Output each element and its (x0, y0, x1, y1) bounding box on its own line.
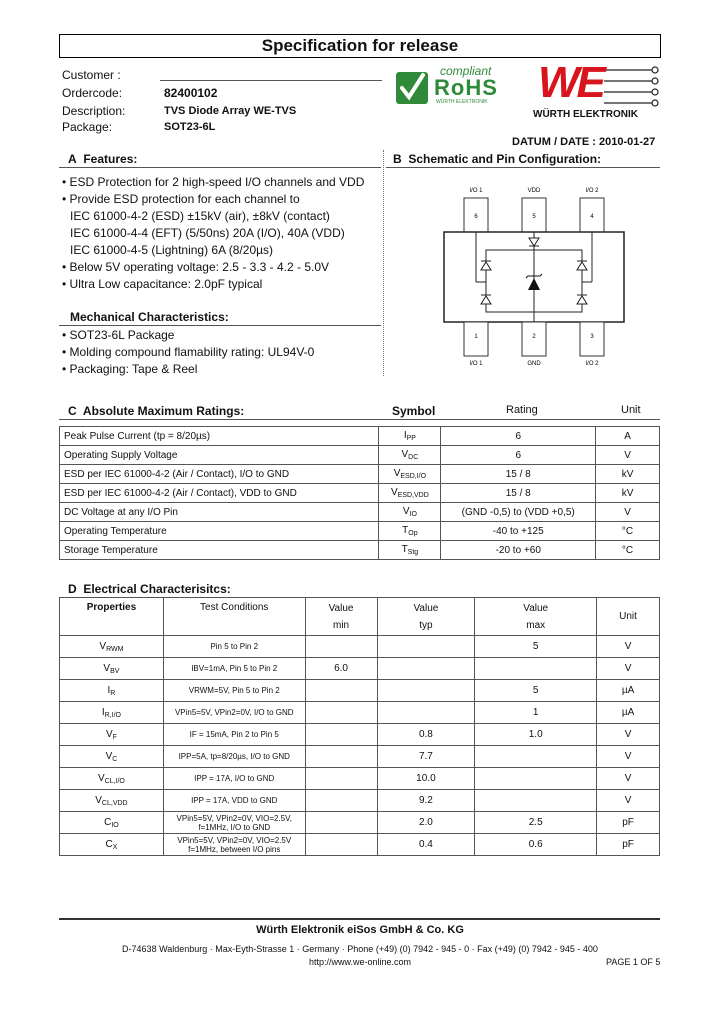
unit-cell: kV (596, 465, 660, 484)
condition-cell: Pin 5 to Pin 2 (163, 636, 305, 658)
mechanical-item: • Molding compound flamability rating: UL94V-0 (62, 345, 315, 359)
symbol-cell (379, 427, 441, 446)
col-max-label: max (526, 619, 546, 631)
symbol-cell (60, 790, 164, 812)
symbol-main: V (402, 506, 410, 517)
electrical-table (59, 597, 660, 856)
col-min-label: min (332, 619, 350, 631)
features-letter: A (68, 152, 77, 166)
min-cell: 6.0 (305, 658, 377, 680)
max-cell: 0.6 (475, 834, 597, 856)
symbol-main: V (393, 468, 401, 479)
symbol-cell (60, 812, 164, 834)
unit-cell: pF (597, 812, 660, 834)
symbol-cell (60, 768, 164, 790)
symbol-cell (379, 522, 441, 541)
typ-cell: 0.8 (377, 724, 475, 746)
ordercode-label: Ordercode: (62, 86, 123, 100)
customer-label: Customer : (62, 68, 121, 82)
footer-page: PAGE 1 OF 5 (606, 957, 661, 967)
unit-cell: kV (596, 484, 660, 503)
table-row (60, 446, 660, 465)
features-rule (59, 167, 381, 168)
unit-cell: V (597, 790, 660, 812)
typ-cell: 9.2 (377, 790, 475, 812)
page-title: Specification for release (59, 34, 661, 58)
rating-cell: 6 (441, 446, 596, 465)
table-row (60, 636, 660, 658)
package-value: SOT23-6L (164, 121, 216, 133)
customer-line (160, 80, 382, 81)
table-row (60, 680, 660, 702)
max-cell (475, 768, 597, 790)
condition-cell: VPin5=5V, VPin2=0V, VIO=2.5V f=1MHz, between I/O pins (163, 834, 305, 856)
table-row (60, 465, 660, 484)
table-row (60, 658, 660, 680)
features-title: Features: (83, 152, 138, 166)
col-value-label: Value (328, 602, 354, 614)
pin-label-bottom: I/O 2 (585, 361, 599, 367)
symbol-cell (60, 636, 164, 658)
features-list (62, 174, 364, 293)
param-cell: ESD per IEC 61000-4-2 (Air / Contact), I/O to GND (60, 465, 379, 484)
col-value-typ (377, 598, 475, 636)
features-heading (68, 152, 137, 166)
condition-cell: VPin5=5V, VPin2=0V, VIO=2.5V, f=1MHz, I/O to GND (163, 812, 305, 834)
symbol-main: I (107, 684, 111, 696)
symbol-main: V (99, 640, 107, 652)
pin-number: 5 (532, 214, 536, 220)
min-cell (305, 680, 377, 702)
unit-cell: V (597, 636, 660, 658)
symbol-sub: RWM (106, 645, 124, 653)
rohs-sub-text: WÜRTH ELEKTRONIK (436, 99, 488, 105)
symbol-sub: ESD,I/O (400, 473, 427, 480)
min-cell (305, 746, 377, 768)
symbol-cell (379, 465, 441, 484)
symbol-main: V (105, 728, 113, 740)
schematic-letter: B (393, 152, 402, 166)
min-cell (305, 636, 377, 658)
electrical-heading (68, 582, 231, 596)
typ-cell: 10.0 (377, 768, 475, 790)
unit-cell: V (596, 446, 660, 465)
mechanical-item: • Packaging: Tape & Reel (62, 362, 198, 376)
col-unit: Unit (597, 598, 660, 636)
pin-number: 2 (532, 334, 536, 340)
table-row (60, 834, 660, 856)
col-value-max (475, 598, 597, 636)
symbol-cell (60, 702, 164, 724)
feature-item: IEC 61000-4-2 (ESD) ±15kV (air), ±8kV (contact) (70, 209, 330, 223)
symbol-sub: ESD,VDD (397, 492, 429, 499)
table-row (60, 484, 660, 503)
max-cell (475, 790, 597, 812)
symbol-sub: BV (110, 667, 120, 675)
unit-cell: µA (597, 680, 660, 702)
table-row (60, 702, 660, 724)
min-cell (305, 812, 377, 834)
description-label: Description: (62, 104, 126, 118)
symbol-sub: F (112, 733, 117, 741)
symbol-main: C (104, 816, 112, 828)
symbol-cell (379, 541, 441, 560)
symbol-sub: IO (111, 821, 119, 829)
symbol-main: T (401, 544, 408, 555)
typ-cell: 7.7 (377, 746, 475, 768)
max-cell (475, 658, 597, 680)
symbol-sub: CL,VDD (101, 799, 128, 807)
max-cell: 5 (475, 680, 597, 702)
max-cell (475, 746, 597, 768)
pin-number: 6 (474, 214, 478, 220)
abs-max-table (59, 426, 660, 560)
symbol-cell (60, 658, 164, 680)
typ-cell (377, 636, 475, 658)
footer-company: Würth Elektronik eiSos GmbH & Co. KG (256, 924, 464, 936)
schematic-diagram (440, 182, 630, 372)
symbol-cell (379, 484, 441, 503)
param-cell: Storage Temperature (60, 541, 379, 560)
typ-cell: 2.0 (377, 812, 475, 834)
unit-cell: V (597, 768, 660, 790)
rohs-text: RoHS (434, 75, 498, 100)
mechanical-rule (59, 325, 381, 326)
pin-number: 1 (474, 334, 478, 340)
feature-item: • Ultra Low capacitance: 2.0pF typical (62, 277, 263, 291)
symbol-sub: R (110, 689, 116, 697)
package-label: Package: (62, 120, 113, 134)
condition-cell: IF = 15mA, Pin 2 to Pin 5 (163, 724, 305, 746)
symbol-main: V (95, 794, 102, 806)
unit-cell: V (596, 503, 660, 522)
symbol-main: V (103, 662, 111, 674)
symbol-cell (379, 503, 441, 522)
symbol-main: I (101, 706, 105, 718)
pin-number: 4 (590, 214, 594, 220)
abs-max-col-symbol: Symbol (392, 404, 436, 418)
symbol-sub: Stg (407, 549, 419, 556)
param-cell: ESD per IEC 61000-4-2 (Air / Contact), VDD to GND (60, 484, 379, 503)
table-row (60, 427, 660, 446)
unit-cell: V (597, 724, 660, 746)
abs-max-col-unit: Unit (621, 404, 641, 416)
table-row (60, 790, 660, 812)
typ-cell: 0.4 (377, 834, 475, 856)
footer-rule (59, 918, 660, 920)
rating-cell: -20 to +60 (441, 541, 596, 560)
min-cell (305, 702, 377, 724)
schematic-heading (393, 152, 601, 166)
min-cell (305, 724, 377, 746)
symbol-main: I (403, 430, 407, 441)
symbol-main: C (105, 838, 113, 850)
min-cell (305, 790, 377, 812)
symbol-main: T (402, 525, 409, 536)
table-row (60, 503, 660, 522)
pin-label-bottom: I/O 1 (469, 361, 483, 367)
symbol-sub: PP (406, 435, 416, 442)
unit-cell: V (597, 746, 660, 768)
param-cell: DC Voltage at any I/O Pin (60, 503, 379, 522)
symbol-cell (379, 446, 441, 465)
symbol-cell (60, 724, 164, 746)
max-cell: 2.5 (475, 812, 597, 834)
mechanical-list (62, 327, 314, 378)
unit-cell: °C (596, 522, 660, 541)
symbol-main: V (401, 449, 409, 460)
feature-item: IEC 61000-4-4 (EFT) (5/50ns) 20A (I/O), 40A (VDD) (70, 226, 345, 240)
rating-cell: (GND -0,5) to (VDD +0,5) (441, 503, 596, 522)
we-mark: WE (538, 58, 603, 107)
description-value: TVS Diode Array WE-TVS (164, 105, 297, 117)
symbol-main: V (97, 772, 105, 784)
table-row (60, 541, 660, 560)
symbol-sub: X (112, 843, 118, 851)
unit-cell: V (597, 658, 660, 680)
max-cell: 1.0 (475, 724, 597, 746)
symbol-sub: CL,I/O (104, 777, 125, 785)
footer-url[interactable]: http://www.we-online.com (308, 957, 412, 967)
rohs-compliant-text: compliant (440, 64, 492, 78)
feature-item: IEC 61000-4-5 (Lightning) 6A (8/20µs) (70, 243, 274, 257)
electrical-title: Electrical Characterisitcs: (83, 582, 231, 596)
symbol-sub: Op (408, 530, 418, 537)
min-cell (305, 834, 377, 856)
condition-cell: IPP=5A, tp=8/20µs, I/O to GND (163, 746, 305, 768)
mechanical-item: • SOT23-6L Package (62, 328, 175, 342)
rohs-logo (394, 66, 518, 108)
min-cell (305, 768, 377, 790)
symbol-cell (60, 834, 164, 856)
col-typ-label: typ (419, 619, 433, 631)
rating-cell: -40 to +125 (441, 522, 596, 541)
schematic-rule (386, 167, 660, 168)
param-cell: Peak Pulse Current (tp = 8/20µs) (60, 427, 379, 446)
max-cell: 5 (475, 636, 597, 658)
typ-cell (377, 658, 475, 680)
table-row (60, 768, 660, 790)
mechanical-heading: Mechanical Characteristics: (70, 310, 229, 324)
col-test-conditions: Test Conditions (163, 598, 305, 636)
abs-max-letter: C (68, 404, 77, 418)
footer-address: D-74638 Waldenburg · Max-Eyth-Strasse 1 · Germany · Phone (+49) (0) 7942 - 945 - 0 · Fax (+49) (0) 7942 - 945 - 400 (122, 944, 598, 954)
max-cell: 1 (475, 702, 597, 724)
condition-cell: IPP = 17A, VDD to GND (163, 790, 305, 812)
symbol-sub: DC (408, 454, 419, 461)
feature-item: • Provide ESD protection for each channel to (62, 192, 300, 206)
rating-cell: 6 (441, 427, 596, 446)
unit-cell: A (596, 427, 660, 446)
we-text: WÜRTH ELEKTRONIK (533, 109, 638, 120)
abs-max-title: Absolute Maximum Ratings: (82, 404, 245, 418)
schematic-title: Schematic and Pin Configuration: (408, 152, 602, 166)
symbol-main: V (390, 487, 398, 498)
rating-cell: 15 / 8 (441, 465, 596, 484)
datum-date: DATUM / DATE : 2010-01-27 (512, 136, 656, 148)
pin-number: 3 (590, 334, 594, 340)
table-row (60, 522, 660, 541)
rating-cell: 15 / 8 (441, 484, 596, 503)
unit-cell: pF (597, 834, 660, 856)
table-row (60, 746, 660, 768)
electrical-letter: D (68, 582, 77, 596)
abs-max-rule (59, 419, 660, 420)
param-cell: Operating Supply Voltage (60, 446, 379, 465)
condition-cell: VPin5=5V, VPin2=0V, I/O to GND (163, 702, 305, 724)
col-value-label: Value (523, 602, 549, 614)
condition-cell: IBV=1mA, Pin 5 to Pin 2 (163, 658, 305, 680)
feature-item: • ESD Protection for 2 high-speed I/O channels and VDD (62, 175, 365, 189)
abs-max-col-rating: Rating (506, 404, 538, 416)
condition-cell: VRWM=5V, Pin 5 to Pin 2 (163, 680, 305, 702)
section-divider (383, 150, 384, 376)
pin-label-top: I/O 2 (585, 188, 599, 194)
abs-max-heading (68, 404, 244, 418)
table-row (60, 812, 660, 834)
symbol-main: V (105, 750, 113, 762)
col-value-min (305, 598, 377, 636)
symbol-sub: IO (409, 511, 417, 518)
feature-item: • Below 5V operating voltage: 2.5 - 3.3 - 4.2 - 5.0V (62, 260, 330, 274)
col-value-label: Value (413, 602, 439, 614)
pin-label-bottom: GND (527, 361, 541, 367)
symbol-sub: R,I/O (104, 711, 121, 719)
symbol-cell (60, 680, 164, 702)
condition-cell: IPP = 17A, I/O to GND (163, 768, 305, 790)
typ-cell (377, 702, 475, 724)
pin-label-top: I/O 1 (469, 188, 483, 194)
unit-cell: µA (597, 702, 660, 724)
ordercode-value: 82400102 (164, 86, 218, 100)
unit-cell: °C (596, 541, 660, 560)
typ-cell (377, 680, 475, 702)
pin-label-top: VDD (527, 188, 541, 194)
symbol-sub: C (112, 755, 118, 763)
param-cell: Operating Temperature (60, 522, 379, 541)
we-logo (533, 58, 662, 120)
table-row (60, 724, 660, 746)
symbol-cell (60, 746, 164, 768)
col-properties: Properties (60, 598, 164, 636)
